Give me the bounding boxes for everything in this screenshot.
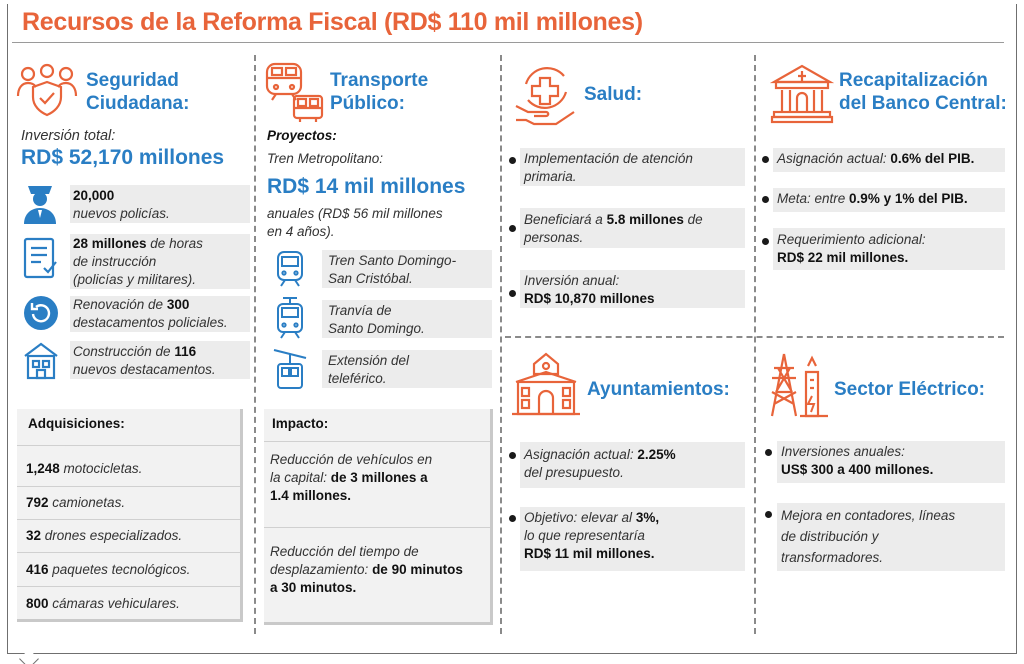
row-divider [505, 336, 1004, 338]
list-item: 416 paquetes tecnológicos. [26, 562, 191, 577]
salud-atencion: Implementación de atención primaria. [524, 151, 693, 184]
salud-beneficiarios: Beneficiará a 5.8 millones de personas. [524, 212, 703, 245]
section-title-transporte: Transporte Público: [330, 70, 429, 114]
bullet [509, 225, 516, 232]
investment-label: Inversión total: [21, 128, 116, 144]
police-officer-icon [20, 180, 60, 224]
section-title-ayuntamientos: Ayuntamientos: [587, 379, 730, 400]
document-checklist-icon [20, 236, 60, 280]
metro-note: anuales (RD$ 56 mil millones en 4 años). [267, 206, 443, 239]
renovation-icon [22, 294, 60, 332]
bullet [762, 196, 769, 203]
bullet [762, 238, 769, 245]
column-divider [254, 55, 256, 634]
project-teleferico: Extensión del teleférico. [328, 353, 410, 386]
cable-car-icon [273, 346, 307, 390]
item-instruccion: 28 millones de horas de instrucción (policías y militares). [73, 236, 203, 287]
metro-value: RD$ 14 mil millones [267, 175, 466, 198]
page-title: Recursos de la Reforma Fiscal (RD$ 110 mil millones) [22, 8, 643, 36]
electrico-inversiones: Inversiones anuales: US$ 300 a 400 millones. [781, 444, 934, 477]
item-policias: 20,000 nuevos policías. [73, 188, 170, 221]
banco-requerimiento: Requerimiento adicional: RD$ 22 mil millones. [777, 232, 926, 265]
ayuntamientos-asignacion: Asignación actual: 2.25% del presupuesto. [524, 447, 676, 480]
bullet [509, 290, 516, 297]
impacto-tiempo: Reducción del tiempo de desplazamiento: de 90 minutos a 30 minutos. [270, 544, 463, 595]
section-title-salud: Salud: [584, 84, 643, 105]
section-title-electrico: Sector Eléctrico: [834, 379, 985, 400]
ayuntamientos-objetivo: Objetivo: elevar al 3%, lo que representaría RD$ 11 mil millones. [524, 510, 660, 561]
bullet [509, 515, 516, 522]
tram-icon [275, 296, 305, 340]
city-hall-icon [510, 352, 582, 418]
impacto-panel [264, 409, 493, 625]
train-bus-icon [264, 60, 326, 124]
bullet [509, 157, 516, 164]
people-shield-icon [16, 62, 78, 118]
impacto-title: Impacto: [272, 416, 329, 431]
investment-value: RD$ 52,170 millones [21, 146, 225, 169]
section-title-seguridad: Seguridad Ciudadana: [86, 70, 190, 114]
impacto-vehiculos: Reducción de vehículos en la capital: de 3 millones a 1.4 millones. [270, 452, 433, 503]
salud-inversion: Inversión anual: RD$ 10,870 millones [524, 273, 655, 306]
train-front-icon [275, 250, 305, 288]
electrico-mejoras: Mejora en contadores, líneas de distribución y transformadores. [781, 508, 956, 565]
metro-label: Tren Metropolitano: [267, 151, 384, 166]
bullet [509, 452, 516, 459]
adquisiciones-panel [17, 409, 243, 622]
adquisiciones-title: Adquisiciones: [28, 416, 125, 431]
list-item: 792 camionetas. [26, 495, 126, 510]
banco-meta: Meta: entre 0.9% y 1% del PIB. [777, 191, 968, 206]
bullet [762, 156, 769, 163]
banco-asignacion: Asignación actual: 0.6% del PIB. [777, 151, 975, 166]
project-tranvia: Tranvía de Santo Domingo. [328, 303, 425, 336]
column-divider [754, 55, 756, 634]
item-renovacion: Renovación de 300 destacamentos policiales. [73, 297, 228, 330]
proyectos-label: Proyectos: [267, 128, 337, 143]
title-divider [12, 42, 1004, 43]
list-item: 800 cámaras vehiculares. [26, 596, 180, 611]
column-divider [500, 55, 502, 634]
bullet [765, 449, 772, 456]
bank-icon [770, 62, 834, 124]
list-item: 32 drones especializados. [26, 528, 183, 543]
section-title-banco: Recapitalización del Banco Central: [839, 70, 1007, 114]
building-icon [22, 340, 60, 380]
power-tower-icon [768, 352, 828, 418]
item-construccion: Construcción de 116 nuevos destacamentos. [73, 344, 216, 377]
project-tren-sd: Tren Santo Domingo- San Cristóbal. [328, 253, 457, 286]
health-cross-icon [514, 62, 578, 126]
bullet [765, 511, 772, 518]
list-item: 1,248 motocicletas. [26, 461, 143, 476]
